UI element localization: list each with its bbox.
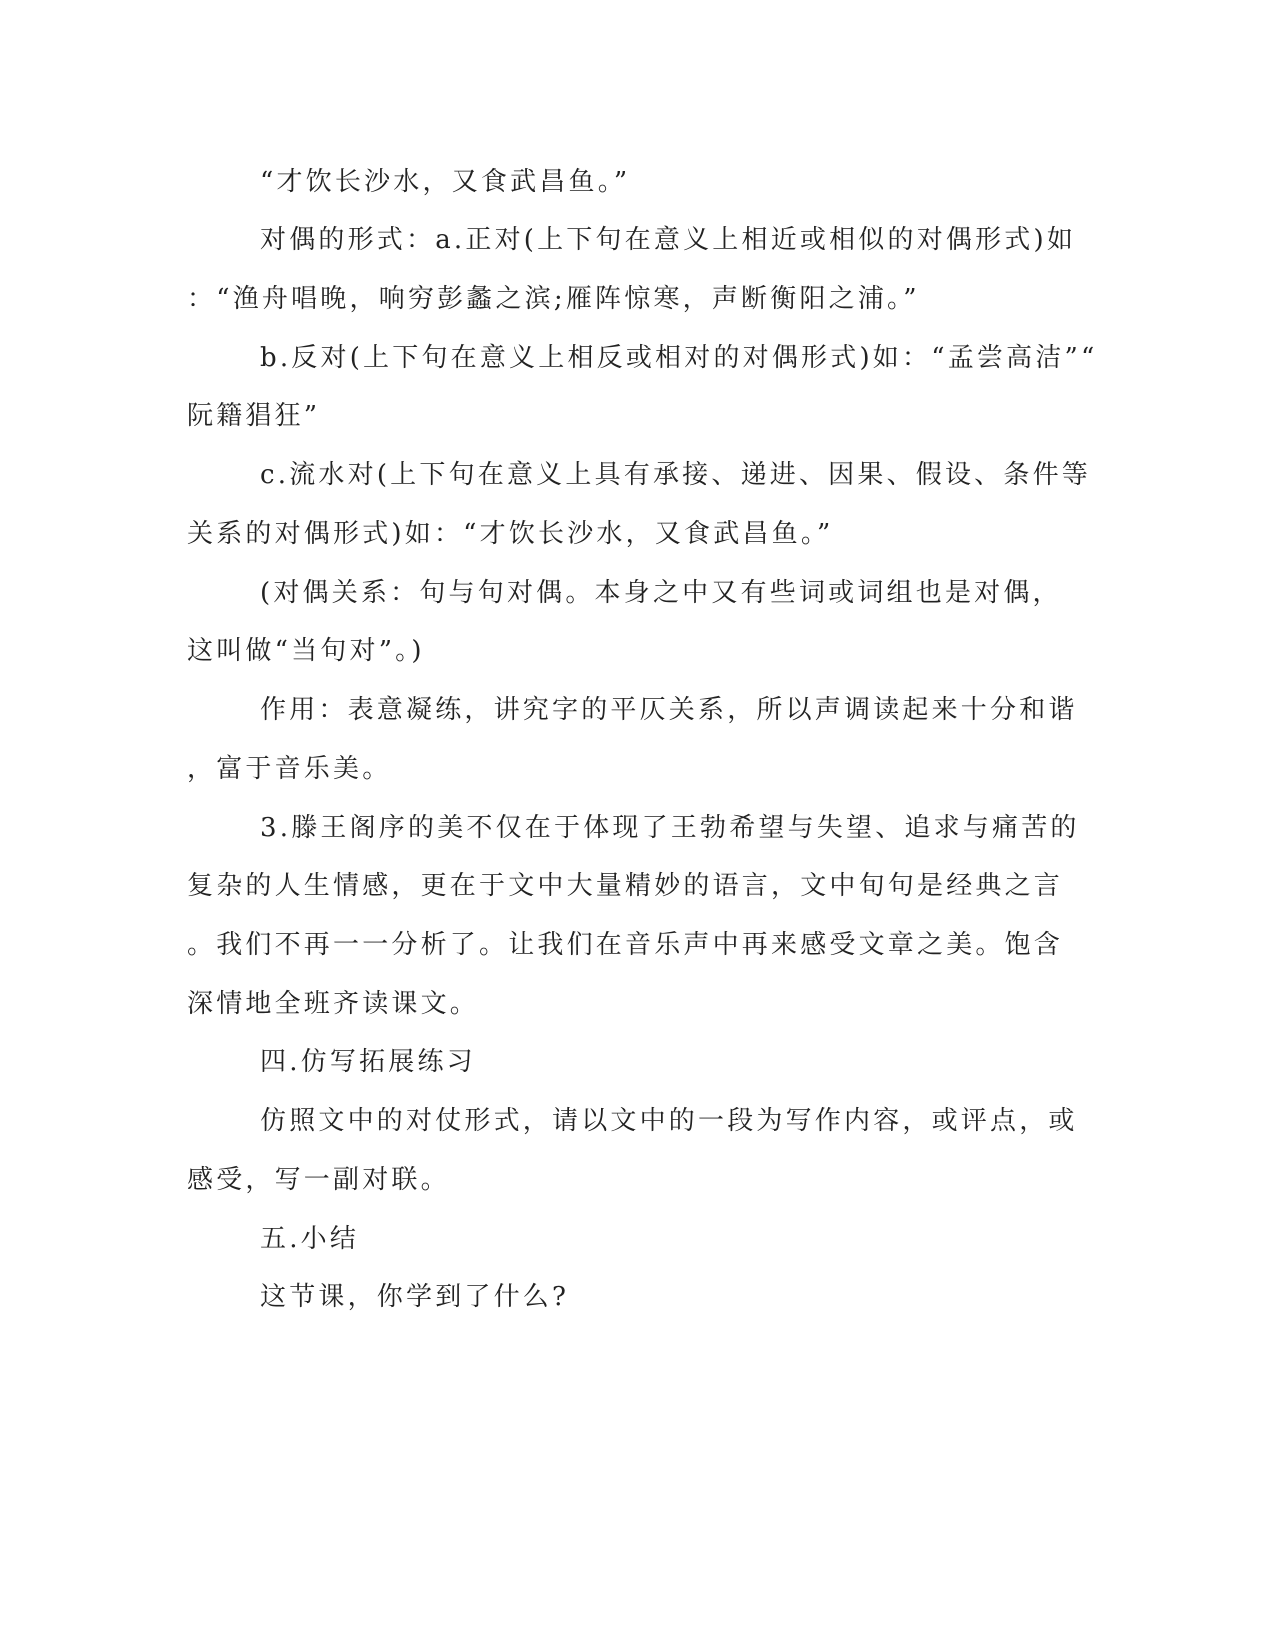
- point-3-cont-line-1: 复杂的人生情感，更在于文中大量精妙的语言，文中旬句是经典之言: [187, 871, 1064, 901]
- flowing-antithesis-cont-line: 关系的对偶形式)如：“才饮长沙水，又食武昌鱼。”: [187, 519, 834, 549]
- antithesis-relation-line: (对偶关系：句与句对偶。本身之中又有些词或词组也是对偶，: [260, 578, 1062, 608]
- function-cont-line: ，富于音乐美。: [187, 754, 392, 784]
- antithesis-example-line: ：“渔舟唱晚，响穷彭蠡之滨;雁阵惊寒，声断衡阳之浦。”: [187, 284, 920, 314]
- point-3-line: 3.滕王阁序的美不仅在于体现了王勃希望与失望、追求与痛苦的: [260, 813, 1080, 843]
- opposite-antithesis-cont-line: 阮籍猖狂”: [187, 401, 321, 431]
- section-4-body-line: 仿照文中的对仗形式，请以文中的一段为写作内容，或评点，或: [260, 1106, 1078, 1136]
- section-4-body-cont-line: 感受，写一副对联。: [187, 1165, 450, 1195]
- opposite-antithesis-line: b.反对(上下句在意义上相反或相对的对偶形式)如：“孟尝高洁”“: [260, 343, 1098, 373]
- point-3-cont-line-2: 。我们不再一一分析了。让我们在音乐声中再来感受文章之美。饱含: [187, 930, 1064, 960]
- point-3-cont-line-3: 深情地全班齐读课文。: [187, 989, 480, 1019]
- section-5-body-line: 这节课，你学到了什么?: [260, 1282, 570, 1312]
- section-4-heading: 四.仿写拓展练习: [260, 1047, 476, 1077]
- quote-line: “才饮长沙水，又食武昌鱼。”: [260, 167, 631, 197]
- flowing-antithesis-line: c.流水对(上下句在意义上具有承接、递进、因果、假设、条件等: [260, 460, 1091, 490]
- section-5-heading: 五.小结: [260, 1224, 360, 1254]
- function-line: 作用：表意凝练，讲究字的平仄关系，所以声调读起来十分和谐: [260, 695, 1078, 725]
- antithesis-forms-line: 对偶的形式：a.正对(上下句在意义上相近或相似的对偶形式)如: [260, 225, 1077, 255]
- antithesis-relation-cont-line: 这叫做“当句对”。): [187, 636, 425, 666]
